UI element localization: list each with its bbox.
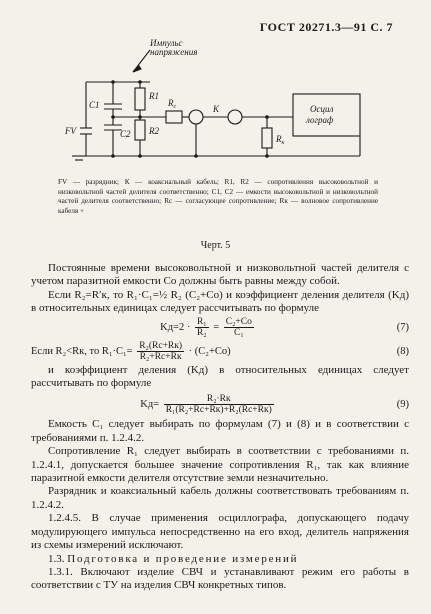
label-c1: C1 xyxy=(89,100,100,110)
figure-caption: FV — разрядник; К — коаксиальный кабель; R1, R2 — сопротивления высоковольтной и низковольтной частей делителя соответственно; C1, C2 — емкости высоковольтной и низковольтной частей делителя соответственно; Rс — согласующее сопротивление; Rк — волновое сопротивление кабеля + xyxy=(58,178,378,215)
label-c2: C2 xyxy=(120,129,131,139)
formula-lhs: Kд= xyxy=(140,398,160,410)
node-dot xyxy=(138,115,142,119)
paragraph: 1.3.1. Включают изделие СВЧ и устанавливают режим его работы в соответствии с ТУ на изделия СВЧ конкретных типов. xyxy=(31,565,409,592)
section-heading: 1.3. Подготовка и проведение измерений xyxy=(48,552,299,565)
page-header: ГОСТ 20271.3—91 С. 7 xyxy=(259,20,393,34)
formula-suffix: · (C₂+Cо) xyxy=(188,346,231,358)
node-dot xyxy=(265,154,269,158)
formula-9 xyxy=(31,390,409,418)
label-rk: $R_к$ xyxy=(276,134,285,146)
node-dot xyxy=(111,154,115,158)
node-dot xyxy=(194,154,198,158)
frac-denominator: R₂ xyxy=(196,328,207,339)
formula-equals: = xyxy=(213,322,220,334)
frac-numerator: R₂(Rс+Rк) xyxy=(139,341,183,352)
label-pulse-line2: напряжения xyxy=(150,47,198,57)
formula-lhs: Kд=2 · xyxy=(160,322,191,334)
formula-number: (9) xyxy=(396,398,409,410)
label-fv: FV xyxy=(65,126,76,136)
label-k: К xyxy=(213,104,219,114)
label-rc: $R_с$ xyxy=(168,98,177,110)
frac-numerator: C₂+Cо xyxy=(225,317,252,328)
node-dot xyxy=(265,115,269,119)
paragraph: Разрядник и коаксиальный кабель должны соответствовать требованиям п. 1.2.4.2. xyxy=(31,485,409,511)
node-dot xyxy=(138,80,142,84)
paragraph: Если R₂=R′к, то R₁·C₁=½ R₂ (C₂+Cо) и коэффициент деления делителя (Kд) в относительных единицах следует рассчитывать по формуле xyxy=(31,288,409,315)
node-dot xyxy=(111,80,115,84)
formula-number: (8) xyxy=(396,345,409,357)
paragraph: Сопротивление R₁ следует выбирать в соответствии с требованиями п. 1.2.4.1, допускается большее значение сопротивления R₁, так как влияние паразитной емкости делителя отсутствие земли незначительно. xyxy=(31,445,409,485)
frac-numerator: R₁ xyxy=(196,317,207,328)
formula-prefix: Если R₂<Rк, то R₁·C₁= xyxy=(31,346,133,358)
circuit-diagram xyxy=(0,0,431,180)
label-r1: R1 xyxy=(149,91,159,101)
formula-number: (7) xyxy=(396,321,409,333)
figure-title: Черт. 5 xyxy=(200,240,231,251)
formula-7 xyxy=(31,316,409,340)
paragraph: и коэффициент деления (Kд) в относительных единицах следует рассчитывать по формуле xyxy=(31,363,409,390)
label-osc-line1: Осцил xyxy=(310,104,334,114)
frac-denominator: R₂+Rс+Rк xyxy=(139,352,182,363)
paragraph: Постоянные времени высоковольтной и низковольтной частей делителя с учетом паразитной емкости Cо должны быть равны между собой. xyxy=(31,262,409,288)
formula-8 xyxy=(31,340,409,364)
node-dot xyxy=(111,115,115,119)
label-r2: R2 xyxy=(149,126,159,136)
paragraph: 1.2.4.5. В случае применения осциллографа, допускающего подачу модулирующего импульса непосредственно на его вход, делитель напряжения из схемы измерений исключают. xyxy=(31,512,409,552)
document-body xyxy=(31,262,409,593)
label-pulse-line1: Импульс xyxy=(150,38,183,48)
paragraph: Емкость C₁ следует выбирать по формулам (7) и (8) и в соответствии с требованиями п. 1.2.4.2. xyxy=(31,418,409,444)
label-osc-line2: лограф xyxy=(306,115,334,125)
frac-numerator: R₂·Rк xyxy=(164,394,274,405)
frac-denominator: R₁(R₂+Rс+Rк)+R₂(Rс+Rк) xyxy=(165,404,272,415)
node-dot xyxy=(138,154,142,158)
frac-denominator: C₁ xyxy=(234,328,244,339)
